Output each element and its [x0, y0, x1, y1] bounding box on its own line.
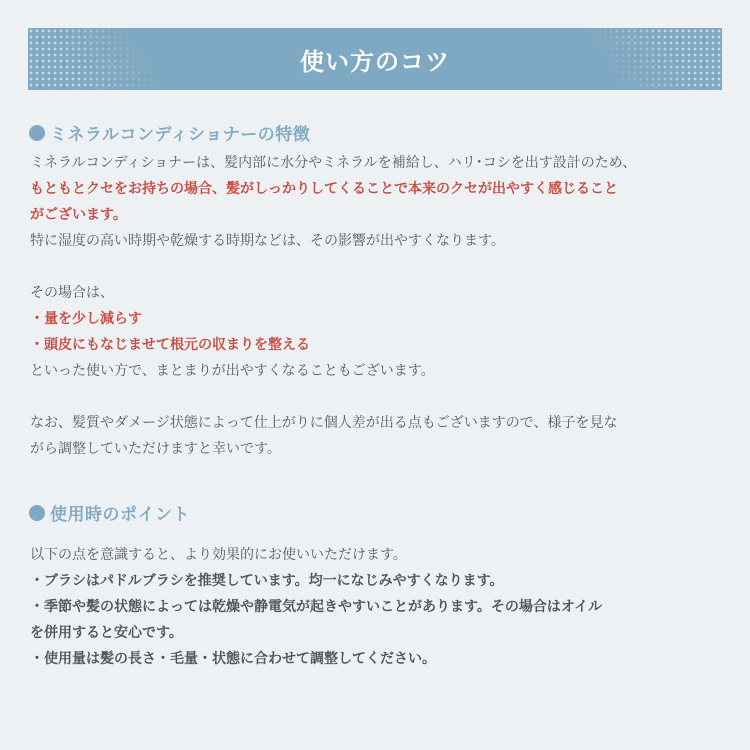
- highlight-bullet-line: ・頭皮にもなじませて根元の収まりを整える: [30, 337, 310, 353]
- section-heading-features: [29, 120, 310, 145]
- highlight-line: がございます。: [30, 207, 127, 223]
- circle-bullet-icon: [29, 505, 45, 521]
- usage-points-text-block: [30, 542, 730, 672]
- highlight-bullet-line: ・量を少し減らす: [30, 311, 142, 327]
- text-line: その場合は、: [30, 285, 114, 301]
- bold-bullet-line: ・季節や髪の状態によっては乾燥や静電気が起きやすいことがあります。その場合はオイル: [30, 599, 603, 615]
- features-text-block: [30, 150, 730, 462]
- blank-line: [30, 254, 730, 280]
- section-heading-text: 使用時のポイント: [50, 505, 190, 525]
- section-heading-text: ミネラルコンディショナーの特徴: [50, 125, 311, 145]
- text-line: といった使い方で、まとまりが出やすくなることもございます。: [30, 363, 435, 379]
- text-line: なお、髪質やダメージ状態によって仕上がりに個人差が出る点もございますので、様子を見な: [30, 415, 618, 431]
- bold-bullet-line: を併用すると安心です。: [30, 625, 183, 641]
- title-banner: [28, 28, 722, 90]
- bold-bullet-line: ・使用量は髪の長さ・毛量・状態に合わせて調整してください。: [30, 651, 436, 667]
- dot-pattern-left: [28, 28, 178, 90]
- section-heading-usage-points: [29, 500, 190, 525]
- highlight-line: もともとクセをお持ちの場合、髪がしっかりしてくることで本来のクセが出やすく感じること: [30, 181, 618, 197]
- bold-bullet-line: ・ブラシはパドルブラシを推奨しています。均一になじみやすくなります。: [30, 573, 504, 589]
- text-line: がら調整していただけますと幸いです。: [30, 441, 281, 457]
- text-line: ミネラルコンディショナーは、髪内部に水分やミネラルを補給し、ハリ･コシを出す設計のため、: [30, 155, 637, 171]
- banner-title: 使い方のコツ: [300, 47, 450, 76]
- circle-bullet-icon: [29, 125, 45, 141]
- dot-pattern-right: [572, 28, 722, 90]
- blank-line: [30, 384, 730, 410]
- text-line: 以下の点を意識すると、より効果的にお使いいただけます。: [30, 547, 407, 563]
- text-line: 特に湿度の高い時期や乾燥する時期などは、その影響が出やすくなります。: [30, 233, 505, 249]
